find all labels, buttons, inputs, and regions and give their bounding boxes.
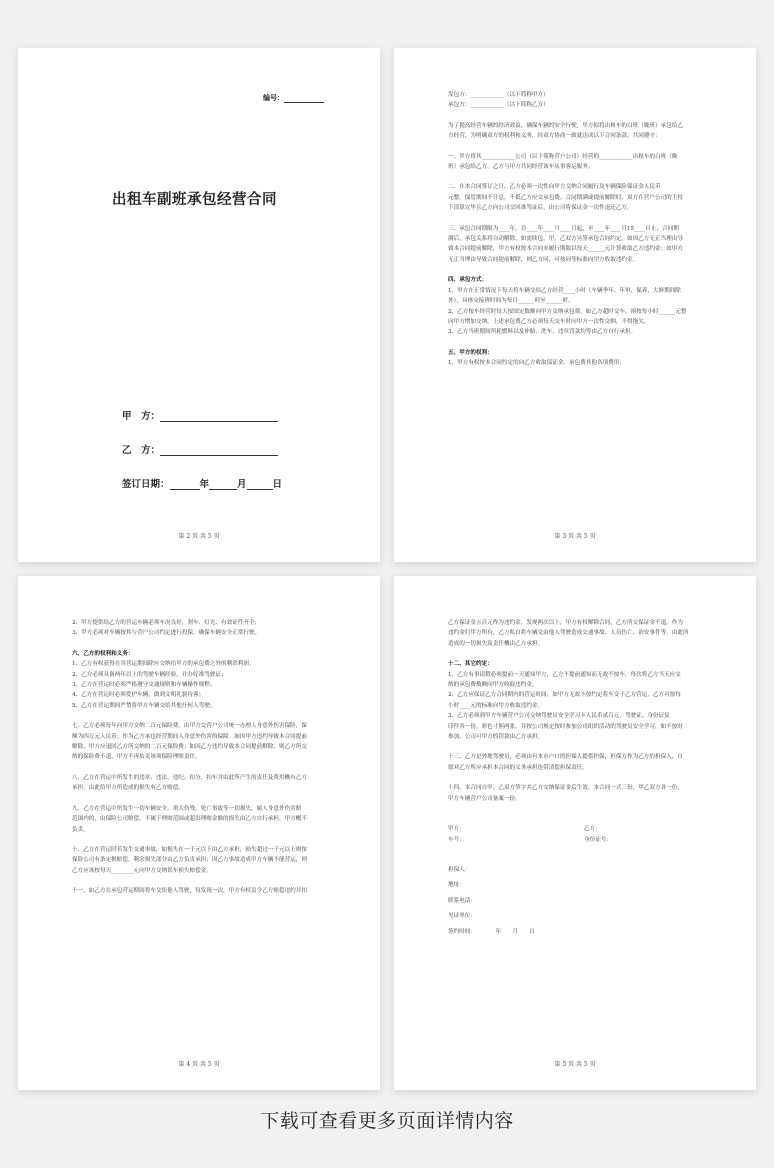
- page-content: [448, 618, 712, 937]
- text-line: 小时____元的标准向甲方收取违约金。: [448, 702, 544, 709]
- text-line: 八、乙方在营运中所发生的违章、违法、违纪、扣分、扣车并由此所产生的责任及费用概有乙方: [72, 774, 307, 781]
- text-line: 3、乙方在营运时必须严格遵守交通规则和车辆操作规程；: [72, 682, 216, 689]
- text-line: 2、乙方按车经营时每天按固定数额向甲方交纳承包费。如乙方超时交车，则按每小时______元整: [448, 308, 687, 315]
- text-line: 发包方：____________（以下简称甲方）: [448, 92, 549, 98]
- paragraph-gap: [448, 804, 712, 814]
- paragraph-gap: [72, 794, 336, 804]
- paragraph-gap: [448, 111, 712, 121]
- text-line: 班）承包给乙方，乙方与甲方共同经营该车从事客运服务。: [448, 164, 594, 171]
- sign-time-label: 签约时间： 年 月 日: [448, 928, 535, 935]
- section-heading: 十二、其它约定：: [448, 661, 493, 668]
- party-b-line: [122, 442, 278, 456]
- paragraph-gap: [72, 639, 336, 649]
- text-line: 满后，承包关系将自动解除，如需续包，甲、乙双方另签承包合同约定。如因乙方无正当理由导: [448, 236, 683, 243]
- party-a-blank: [160, 413, 278, 422]
- party-a-label: 甲 方：: [122, 411, 161, 422]
- cover-page: [18, 48, 380, 562]
- text-line: 愿对乙方所应承担本合同的义务承担连带清偿担保责任。: [448, 764, 588, 771]
- text-line: 一、甲方将其____________公司（以下简称营户公司）经营的____________出租车的白班（晚: [448, 153, 678, 160]
- text-line: 九、乙方在营运中所发生一切车辆安全、重大伤残、死亡事故等一切损失，属人身意外伤害赔: [72, 805, 302, 812]
- text-line: 违约金归甲方所有，乙方私自将车辆交由他人驾驶造成交通事故、人员伤亡、治安事件等，由此所: [448, 630, 689, 637]
- text-line: 下清算完毕且乙方向公司交回准驾证后，由公司将保证金一次性退还乙方。: [448, 205, 633, 212]
- text-line: 三、承包合同期限为____年，自____年____月____日起，至____年____月15____日止，合同期: [448, 225, 679, 232]
- text-line: 3、乙方必须到甲方车辆营户公司交纳驾驶员安全学习卡人民币贰百元，驾驶证、身份证复: [448, 713, 670, 720]
- phone-label: 联系电话：: [448, 897, 476, 904]
- contract-page-4: [18, 576, 380, 1090]
- paragraph-gap: [72, 876, 336, 886]
- text-line: 造成的一切损失及责任概由乙方承担。: [448, 640, 544, 647]
- contract-title: 出租车副班承包经营合同: [112, 191, 277, 208]
- text-line: 1、乙方有权获得在其营运期间除应交纳给甲方的承包费之外的剩余利润；: [72, 661, 255, 668]
- party-a-line: [122, 408, 278, 422]
- text-line: 范围内的，由保险公司赔偿，不属于理赔范围或超出理赔金额的损失由乙方自行承担，甲方概不: [72, 816, 307, 823]
- text-line: 乙方应该按每天________元向甲方交纳误车损失赔偿金。: [72, 867, 212, 874]
- page-footer: 第 3 页 共 5 页: [554, 533, 596, 540]
- text-line: 七、乙方必须每年向甲方交纳二百元保险费，由甲方交营户公司统一办理人身意外伤害保险，保: [72, 723, 307, 730]
- clause-lines: [448, 618, 712, 824]
- paragraph-gap: [448, 649, 712, 659]
- text-line: 1、甲方有权按本合同约定的向乙方收取保证金、承包费其他各项费用；: [448, 360, 625, 367]
- text-line: 十三、乙方是外地驾驶员，必须由有本市户口的担保人提供担保，担保方作为乙方的担保人，自: [448, 754, 683, 761]
- text-line: 纳的保险费不退，甲方不再负责该项保险理赔责任。: [72, 754, 201, 761]
- text-line: 方经营，为明确双方的权利和义务，经双方协商一致就达成以下合同条款，共同遵守：: [448, 133, 661, 140]
- text-line: 5、乙方在营运期间严禁将甲方车辆交给其他任何人驾驶；: [72, 702, 216, 709]
- paragraph-gap: [448, 172, 712, 182]
- signature-row: [448, 835, 712, 845]
- signature-block: [448, 824, 712, 937]
- party-b-sign-label: 乙方：: [584, 826, 601, 833]
- text-line: 十一、如乙方在承包营运期间将车交给他人驾驶，每发现一次，甲方有权责令乙方赔偿违约并扣: [72, 888, 307, 895]
- text-line: 解除，甲方应退回乙方所交纳的二百元保险费；如因乙方违约导致本合同提前解除，则乙方所交: [72, 744, 307, 751]
- text-line: 3、乙方当班期间所耗燃料以及补胎、洗车、违章罚款均等由乙方自行承担。: [448, 329, 637, 336]
- text-line: 甲方车辆营户公司备案一份。: [448, 795, 521, 802]
- text-line: 4、乙方在营运时必须爱护车辆，做到文明礼貌待客；: [72, 692, 205, 699]
- text-line: 承包方：____________（以下简称乙方）: [448, 102, 549, 109]
- text-line: 3、甲方必须对车辆按其与营户公司约定进行投保，确保车辆安全正常行驶。: [72, 630, 261, 637]
- sign-date-label: 签订日期：: [122, 479, 170, 490]
- text-line: 参加，公司可甲方的罚款由乙方承担。: [448, 734, 544, 741]
- section-heading: 四、承包方式：: [448, 277, 488, 284]
- text-line: 承担，由此给甲方所造成的损失有乙方赔偿。: [72, 785, 184, 792]
- contract-number: [263, 93, 324, 103]
- car-number-label: 车号：: [448, 836, 465, 843]
- paragraph-gap: [72, 835, 336, 845]
- text-line: 1、甲方在正常情况下每天将车辆交给乙方经营____小时（车辆季年、年审、保养、大修期间除: [448, 287, 681, 294]
- text-line: 2、甲方提供给乙方的营运车辆必须车况良好，刹车、灯光、有效证件齐全；: [72, 620, 261, 626]
- text-line: 纳的承包费数额向甲方收取违约金。: [448, 682, 538, 689]
- witness-label: 见证单位：: [448, 913, 476, 920]
- paragraph-gap: [448, 338, 712, 348]
- paragraph-gap: [448, 742, 712, 752]
- page-content: [72, 618, 336, 897]
- paragraph-gap: [448, 773, 712, 783]
- text-line: 致本合同提前解除，甲方有权按本合同未履行期限以每天______元计算收取乙方违约金；如甲方: [448, 246, 683, 253]
- address-label: 地址：: [448, 882, 465, 889]
- text-line: 二、在本合同签订之日，乙方必须一次性向甲方交纳合同履行及车辆保险保证金人民币: [448, 184, 661, 191]
- text-line: 额为四万元人民币；作为乙方承包经营期间人身意外伤害的保障。如因甲方违约导致本合同提前: [72, 733, 307, 740]
- text-line: 无正当理由导致合同提前解除，则乙方同，可按同等标准向甲方收取违约金。: [448, 256, 639, 263]
- text-line: 2、乙方应保证乙方合同期内的营运时间，如甲方无故不按约定将车交于乙方营运，乙方可按每: [448, 692, 681, 699]
- page-footer: 第 2 页 共 5 页: [178, 533, 220, 540]
- id-number-label: 身份证号：: [584, 836, 612, 843]
- page-footer: 第 4 页 共 5 页: [178, 1061, 220, 1068]
- text-line: 保险公司有条定损赔偿，剩余损失部分由乙方负责承担；因乙方事故造成甲方车辆不能营运，则: [72, 857, 307, 864]
- text-line: 元整。保管期间不计息，不抵乙方应交承包费。合同期满或提前解除时，双方在营户公司的主持: [448, 194, 683, 201]
- section-heading: 六、乙方的权利和义务：: [72, 650, 134, 657]
- download-banner[interactable]: 下载可查看更多页面详情内容: [260, 1110, 514, 1132]
- text-line: 印件各一份，彩色寸照两张，并按公司规定按时参加公司组织活动的驾驶员安全学习，如不按时: [448, 723, 683, 730]
- section-heading: 五、甲方的权利：: [448, 349, 493, 356]
- party-a-sign-label: 甲方：: [448, 826, 465, 833]
- text-line: 十四、本合同自甲、乙双方签字并乙方交纳保证金后生效。本合同一式三份，甲乙双方各一份，: [448, 785, 683, 792]
- sign-date-line: [122, 476, 282, 490]
- paragraph-gap: [448, 142, 712, 152]
- signature-row: [448, 824, 712, 834]
- contract-number-blank: [284, 96, 324, 103]
- paragraph-gap: [72, 711, 336, 721]
- year-label: 年: [199, 479, 210, 490]
- paragraph-gap: [448, 214, 712, 224]
- text-line: 十、乙方在营运时若发生交通事故，如损失在一千元以下由乙方承担，损失超过一千元以上则按: [72, 846, 307, 853]
- text-line: 为了提高经营车辆的经济效益，确保车辆的安全行驶，甲方拟将出租车的白班（晚班）承包给乙: [448, 122, 683, 129]
- text-line: 乙方保证金五百元作为违约金，发现两次以上，甲方有权解除合同，乙方所交保证金不退，作为: [448, 620, 683, 626]
- text-line: 1、乙方有事请假必须提前一天通知甲方，乙方不提前通知而无故不按车，每次将乙方当天应交: [448, 671, 681, 678]
- day-label: 日: [272, 479, 283, 490]
- text-line: 负责。: [72, 826, 89, 833]
- paragraph-gap: [448, 814, 712, 824]
- contract-page-5: [394, 576, 756, 1090]
- party-b-label: 乙 方：: [122, 445, 161, 456]
- text-line: 2、乙方必须具备两年以上的驾驶车辆经验，并办好准驾驶证；: [72, 671, 227, 678]
- page-content: [448, 90, 712, 369]
- contract-page-3: [394, 48, 756, 562]
- contract-number-label: 编号：: [263, 93, 284, 102]
- party-b-blank: [160, 447, 278, 456]
- text-line: 向甲方增加交纳，上述承包费乙方必须每天交车时向甲方一次性交纳，不得拖欠。: [448, 318, 650, 325]
- paragraph-gap: [448, 265, 712, 275]
- text-line: 外），具体交接班时间为每日______时至______时。: [448, 298, 574, 305]
- month-label: 月: [237, 479, 247, 490]
- paragraph-gap: [72, 763, 336, 773]
- page-footer: 第 5 页 共 5 页: [554, 1061, 596, 1068]
- guarantor-label: 担保人：: [448, 866, 471, 873]
